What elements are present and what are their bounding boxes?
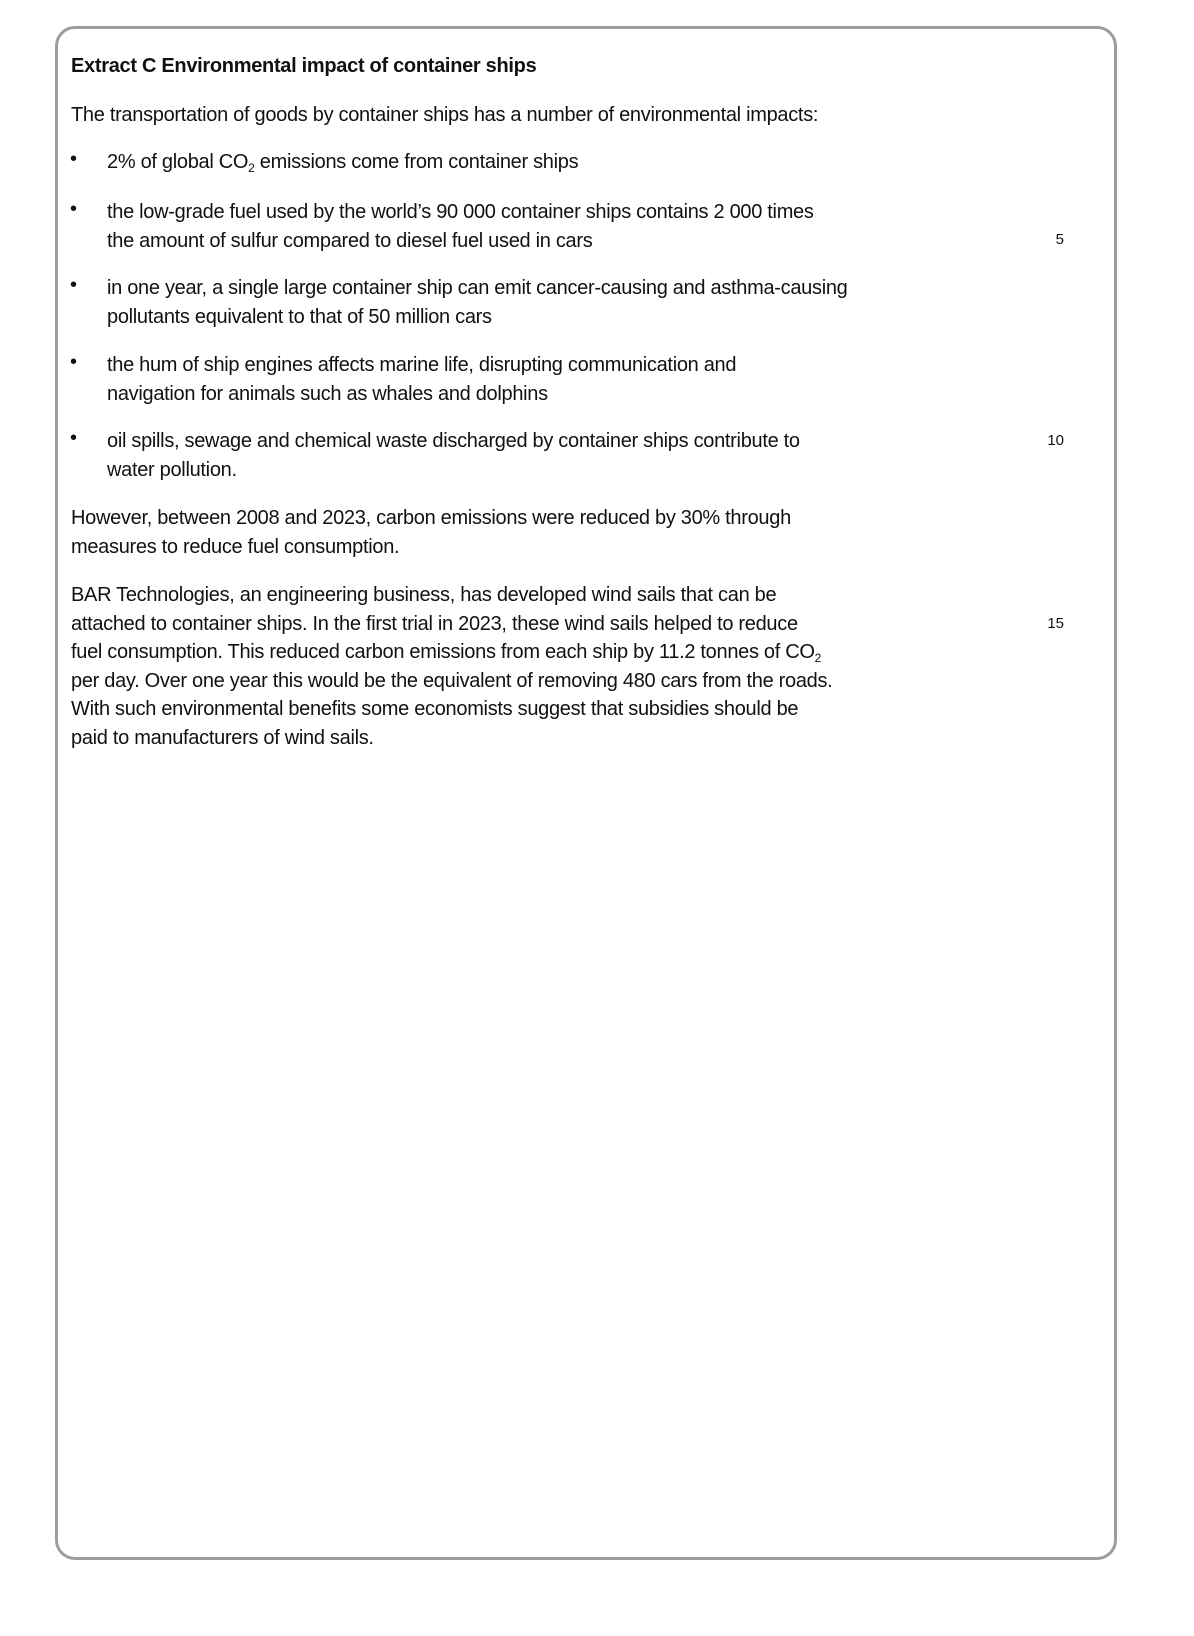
bullet-line: the low-grade fuel used by the world’s 90 000 container ships contains 2 000 times	[107, 201, 814, 223]
paragraph-line	[71, 638, 832, 667]
bullet-item-5	[107, 427, 800, 484]
paragraph-line: paid to manufacturers of wind sails.	[71, 726, 374, 749]
line-number-10: 10	[1047, 432, 1064, 449]
paragraph-line: attached to container ships. In the first trial in 2023, these wind sails helped to reduce	[71, 612, 798, 635]
bullet-icon: •	[70, 148, 78, 170]
subscript: 2	[248, 161, 255, 175]
line-number-5: 5	[1055, 231, 1064, 248]
bullet-text: emissions come from container ships	[254, 151, 579, 173]
bullet-line: the hum of ship engines affects marine life, disrupting communication and	[107, 354, 737, 376]
bullet-line: in one year, a single large container ship can emit cancer-causing and asthma-causing	[107, 277, 848, 299]
paragraph-line: BAR Technologies, an engineering business, has developed wind sails that can be	[71, 584, 777, 606]
intro-text: The transportation of goods by container ships has a number of environmental impacts:	[71, 104, 819, 126]
bullet-icon: •	[70, 427, 78, 449]
subscript: 2	[814, 651, 822, 665]
line-number-15: 15	[1047, 615, 1064, 632]
bullet-line: the amount of sulfur compared to diesel fuel used in cars	[107, 229, 593, 252]
bullet-icon: •	[70, 198, 78, 220]
bullet-item-1	[107, 148, 578, 177]
paragraph-text: fuel consumption. This reduced carbon emissions from each ship by 11.2 tonnes of CO	[71, 641, 815, 663]
bullet-line: pollutants equivalent to that of 50 million cars	[107, 305, 492, 328]
paragraph-wind-sails	[71, 581, 832, 752]
extract-frame	[55, 26, 1117, 1560]
paragraph-line: With such environmental benefits some economists suggest that subsidies should be	[71, 698, 799, 720]
extract-title: Extract C Environmental impact of container ships	[71, 55, 537, 77]
bullet-item-4	[107, 351, 736, 408]
bullet-text: 2% of global CO	[107, 151, 249, 173]
paragraph-emissions-reduction	[71, 504, 791, 561]
paragraph-line: measures to reduce fuel consumption.	[71, 535, 400, 558]
bullet-item-2	[107, 198, 814, 255]
bullet-item-3	[107, 274, 848, 331]
bullet-line: water pollution.	[107, 458, 237, 481]
paragraph-line: per day. Over one year this would be the equivalent of removing 480 cars from the roads.	[71, 669, 833, 692]
bullet-icon: •	[70, 274, 78, 296]
bullet-line: navigation for animals such as whales and dolphins	[107, 382, 548, 405]
bullet-icon: •	[70, 351, 78, 373]
paragraph-line: However, between 2008 and 2023, carbon emissions were reduced by 30% through	[71, 507, 791, 529]
bullet-line: oil spills, sewage and chemical waste discharged by container ships contribute to	[107, 430, 800, 452]
